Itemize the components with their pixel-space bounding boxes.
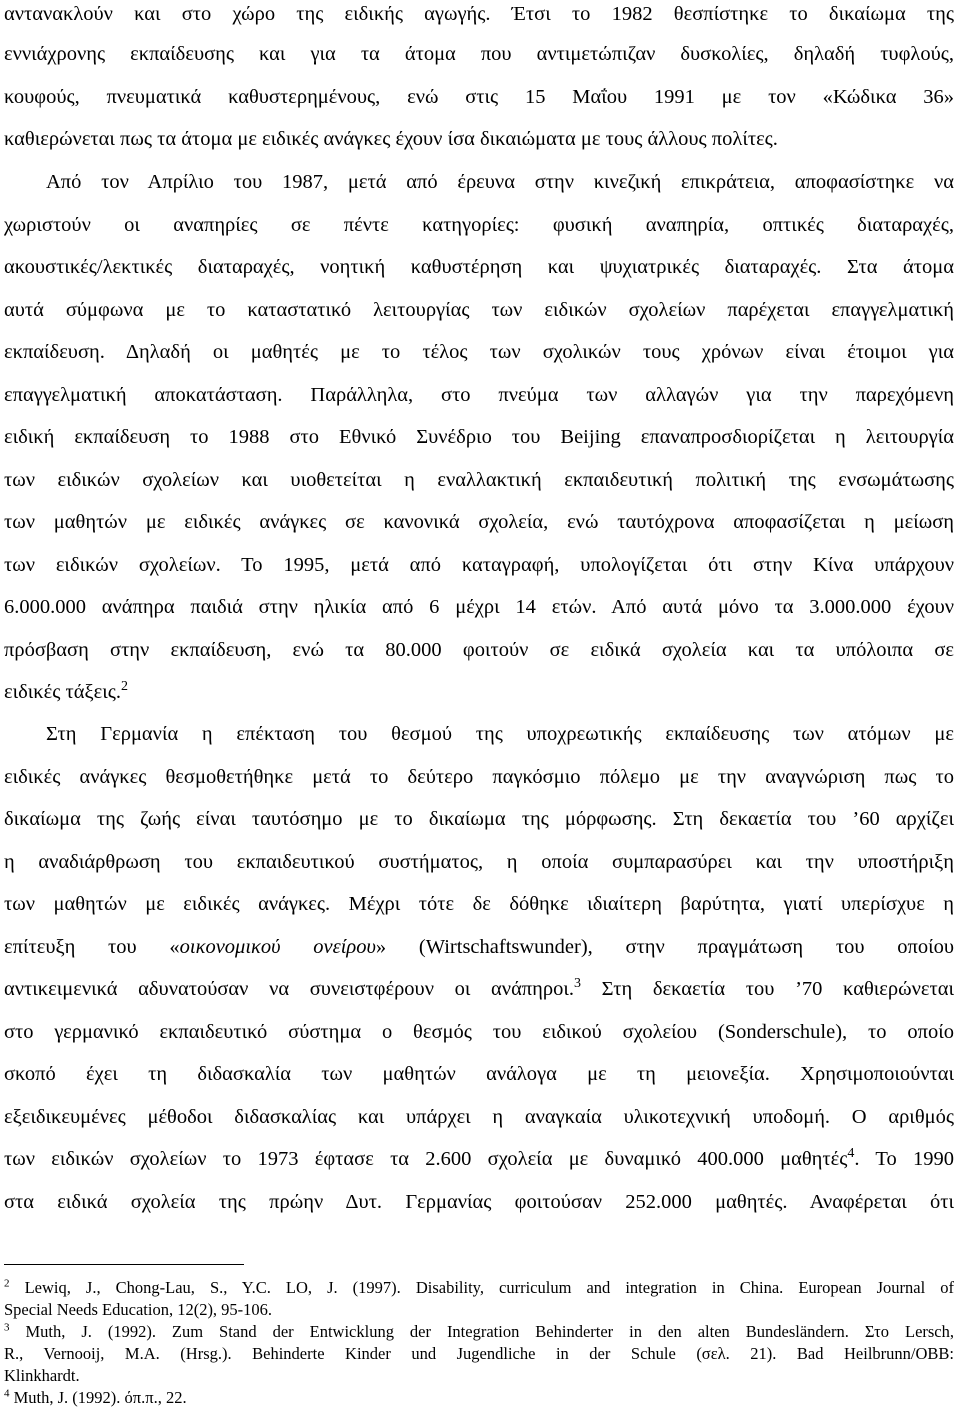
footnote-3-text: Muth, J. (1992). Zum Stand der Entwicklung der Integration Behinderter in den alten Bundesländern. Στο Lersch, [25, 1322, 955, 1341]
body-line-13: των μαθητών με ειδικές ανάγκες σε κανονικά σχολεία, ενώ ταυτόχρονα αποφασίζεται η μείωση [4, 511, 954, 533]
footnote-ref-4: 4 [847, 1146, 855, 1162]
body-line-24-start: αντικειμενικά αδυνατούσαν να συνειστφέρουν οι ανάπηροι. [4, 978, 574, 1000]
footnote-2-text: Lewiq, J., Chong-Lau, S., Y.C. LO, J. (1997). Disability, curriculum and integration in China. European Journal of [24, 1278, 955, 1297]
footnote-2-line-1 [4, 1278, 954, 1298]
footnote-3-line-3: Klinkhardt. [4, 1366, 80, 1385]
footnote-marker-2: 2 [4, 1277, 10, 1290]
footnote-marker-4: 4 [4, 1387, 10, 1400]
body-line-20: δικαίωμα της ζωής είναι ταυτόσημο με το δικαίωμα της μόρφωσης. Στη δεκαετία του ’60 αρχίζει [4, 808, 954, 830]
footnote-3-line-1 [4, 1322, 954, 1342]
footnote-ref-2: 2 [120, 679, 128, 695]
body-line-2: εννιάχρονης εκπαίδευσης και για τα άτομα που αντιμετώπιζαν δυσκολίες, δηλαδή τυφλούς, [4, 43, 954, 65]
italic-phrase: οικονομικού ονείρου [179, 936, 376, 958]
body-line-3: κουφούς, πνευματικά καθυστερημένους, ενώ στις 15 Μαΐου 1991 με τον «Κώδικα 36» [4, 86, 954, 108]
footnote-marker-3: 3 [4, 1321, 10, 1334]
body-line-1: αντανακλούν και στο χώρο της ειδικής αγωγής. Έτσι το 1982 θεσπίστηκε το δικαίωμα της [4, 3, 954, 25]
body-line-28-start: των ειδικών σχολείων το 1973 έφτασε τα 2.600 σχολεία με δυναμικό 400.000 μαθητές [4, 1148, 848, 1170]
footnote-2-line-2: Special Needs Education, 12(2), 95-106. [4, 1300, 273, 1319]
footnote-3-line-2: R., Vernooij, M.A. (Hrsg.). Behinderte Kinder und Jugendliche in der Schule (σελ. 21). Bad Heilbrunn/OBB: [4, 1344, 954, 1363]
body-line-15: 6.000.000 ανάπηρα παιδιά στην ηλικία από 6 μέχρι 14 ετών. Από αυτά μόνο τα 3.000.000 έχουν [4, 596, 954, 618]
body-line-23-start: επίτευξη του « [4, 936, 180, 958]
body-line-23 [4, 935, 954, 959]
footnote-4-text: Muth, J. (1992). όπ.π., 22. [13, 1388, 187, 1407]
body-line-11: ειδική εκπαίδευση το 1988 στο Εθνικό Συνέδριο του Beijing επαναπροσδιορίζεται η λειτουργία [4, 426, 954, 448]
body-line-19: ειδικές ανάγκες θεσμοθετήθηκε μετά το δεύτερο παγκόσμιο πόλεμο με την αναγνώριση πως το [4, 766, 954, 788]
body-line-22: των μαθητών με ειδικές ανάγκες. Μέχρι τότε δε δόθηκε ιδιαίτερη βαρύτητα, γιατί υπερίσχυε η [4, 893, 954, 915]
body-line-4: καθιερώνεται πως τα άτομα με ειδικές ανάγκες έχουν ίσα δικαιώματα με τους άλλους πολίτες. [4, 128, 778, 150]
body-line-29: στα ειδικά σχολεία της πρώην Δυτ. Γερμανίας φοιτούσαν 252.000 μαθητές. Αναφέρεται ότι [4, 1191, 954, 1213]
body-line-23-end: » (Wirtschaftswunder), στην πραγμάτωση του οποίου [375, 936, 954, 958]
body-line-6: χωριστούν οι αναπηρίες σε πέντε κατηγορίες: φυσική αναπηρία, οπτικές διαταραχές, [4, 214, 954, 236]
body-line-24 [4, 977, 954, 1001]
body-line-12: των ειδικών σχολείων και υιοθετείται η εναλλακτική εκπαιδευτική πολιτική της ενσωμάτωσης [4, 469, 954, 491]
body-line-28-end: . Το 1990 [854, 1148, 954, 1170]
body-line-24-end: Στη δεκαετία του ’70 καθιερώνεται [581, 978, 954, 1000]
body-line-10: επαγγελματική αποκατάσταση. Παράλληλα, στο πνεύμα των αλλαγών για την παρεχόμενη [4, 384, 954, 406]
body-line-8: αυτά σύμφωνα με το καταστατικό λειτουργίας των ειδικών σχολείων παρέχεται επαγγελματική [4, 299, 954, 321]
footnote-4-line [4, 1388, 954, 1408]
body-line-28 [4, 1147, 954, 1171]
body-line-18: Στη Γερμανία η επέκταση του θεσμού της υποχρεωτικής εκπαίδευσης των ατόμων με [46, 723, 954, 745]
body-line-17-text: ειδικές τάξεις. [4, 681, 121, 703]
footnote-separator [4, 1264, 244, 1265]
footnote-ref-3: 3 [574, 976, 581, 992]
body-line-26: σκοπό έχει τη διδασκαλία των μαθητών ανάλογα με τη μειονεξία. Χρησιμοποιούνται [4, 1063, 954, 1085]
body-line-21: η αναδιάρθρωση του εκπαιδευτικού συστήματος, η οποία συμπαρασύρει και την υποστήριξη [4, 851, 954, 873]
body-line-5: Από τον Απρίλιο του 1987, μετά από έρευνα στην κινεζική επικράτεια, αποφασίστηκε να [46, 171, 954, 193]
body-line-25: στο γερμανικό εκπαιδευτικό σύστημα ο θεσμός του ειδικού σχολείου (Sonderschule), το οποίο [4, 1021, 954, 1043]
body-line-16: πρόσβαση στην εκπαίδευση, ενώ τα 80.000 φοιτούν σε ειδικά σχολεία και τα υπόλοιπα σε [4, 639, 954, 661]
body-line-27: εξειδικευμένες μέθοδοι διδασκαλίας και υπάρχει η αναγκαία υλικοτεχνική υποδομή. Ο αριθμός [4, 1106, 954, 1128]
body-line-14: των ειδικών σχολείων. Το 1995, μετά από καταγραφή, υπολογίζεται ότι στην Κίνα υπάρχουν [4, 554, 954, 576]
body-line-9: εκπαίδευση. Δηλαδή οι μαθητές με το τέλος των σχολικών τους χρόνων είναι έτοιμοι για [4, 341, 954, 363]
body-line-7: ακουστικές/λεκτικές διαταραχές, νοητική καθυστέρηση και ψυχιατρικές διαταραχές. Στα άτομα [4, 256, 954, 278]
body-line-17 [4, 680, 954, 704]
